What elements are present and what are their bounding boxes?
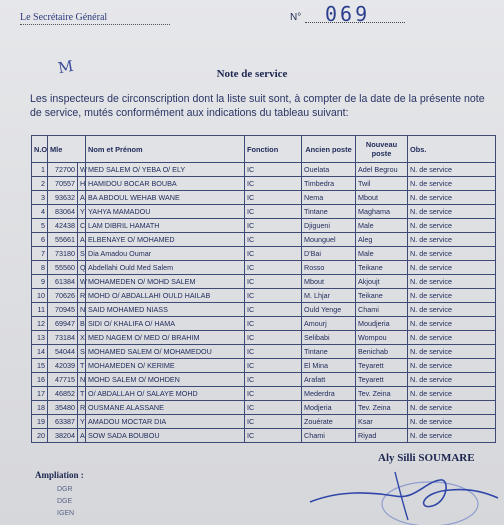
table-row	[32, 275, 496, 289]
row-mle: 55560	[48, 261, 78, 275]
table-row	[32, 233, 496, 247]
row-nouveau-poste: Ksar	[356, 415, 408, 429]
row-mle-key: N	[78, 373, 86, 387]
row-name: MOHAMED SALEM O/ MOHAMEDOU	[86, 345, 245, 359]
row-mle: 55661	[48, 233, 78, 247]
table-row	[32, 163, 496, 177]
row-name: Abdellahi Ould Med Salem	[86, 261, 245, 275]
row-mle-key: X	[78, 331, 86, 345]
row-nouveau-poste: Benichab	[356, 345, 408, 359]
row-obs: N. de service	[408, 345, 496, 359]
row-obs: N. de service	[408, 415, 496, 429]
row-fonction: IC	[245, 219, 302, 233]
row-name: SAID MOHAMED NIASS	[86, 303, 245, 317]
row-number: 10	[32, 289, 48, 303]
row-fonction: IC	[245, 261, 302, 275]
row-nouveau-poste: Teikane	[356, 289, 408, 303]
numero-value: 069	[325, 2, 371, 26]
row-obs: N. de service	[408, 289, 496, 303]
row-mle: 46852	[48, 387, 78, 401]
ampliation-item: DGR	[57, 486, 73, 493]
row-ancien-poste: Nema	[302, 191, 356, 205]
row-number: 15	[32, 359, 48, 373]
row-fonction: IC	[245, 191, 302, 205]
col-header-ancien-poste: Ancien poste	[302, 136, 356, 163]
row-mle-key: R	[78, 289, 86, 303]
row-fonction: IC	[245, 331, 302, 345]
table-row	[32, 191, 496, 205]
row-nouveau-poste: Tev. Zeina	[356, 401, 408, 415]
row-name: MED SALEM O/ YEBA O/ ELY	[86, 163, 245, 177]
row-name: MOHAMEDEN O/ KERIME	[86, 359, 245, 373]
ampliation-item: DGE	[57, 498, 73, 505]
row-fonction: IC	[245, 387, 302, 401]
row-mle-key: Q	[78, 261, 86, 275]
row-ancien-poste: M. Lhjar	[302, 289, 356, 303]
row-ancien-poste: D'Bai	[302, 247, 356, 261]
row-number: 14	[32, 345, 48, 359]
row-name: SOW SADA BOUBOU	[86, 429, 245, 443]
row-name: HAMIDOU BOCAR BOUBA	[86, 177, 245, 191]
table-row	[32, 303, 496, 317]
table-row	[32, 317, 496, 331]
row-name: MOHD SALEM O/ MOHDEN	[86, 373, 245, 387]
row-nouveau-poste: Riyad	[356, 429, 408, 443]
col-header-fonction: Fonction	[245, 136, 302, 163]
row-mle: 42438	[48, 219, 78, 233]
row-mle-key: H	[78, 177, 86, 191]
row-mle: 72700	[48, 163, 78, 177]
row-fonction: IC	[245, 429, 302, 443]
table-row	[32, 289, 496, 303]
row-obs: N. de service	[408, 191, 496, 205]
row-fonction: IC	[245, 317, 302, 331]
row-fonction: IC	[245, 177, 302, 191]
row-ancien-poste: Mbout	[302, 275, 356, 289]
row-mle-key: T	[78, 359, 86, 373]
row-obs: N. de service	[408, 219, 496, 233]
table-header-row	[32, 136, 496, 163]
row-fonction: IC	[245, 233, 302, 247]
table-row	[32, 359, 496, 373]
row-name: LAM DIBRIL HAMATH	[86, 219, 245, 233]
row-mle: 83064	[48, 205, 78, 219]
row-mle: 47715	[48, 373, 78, 387]
row-obs: N. de service	[408, 401, 496, 415]
row-number: 20	[32, 429, 48, 443]
row-name: O/ ABDALLAH O/ SALAYE MOHD	[86, 387, 245, 401]
row-ancien-poste: Djigueni	[302, 219, 356, 233]
row-obs: N. de service	[408, 359, 496, 373]
table-row	[32, 373, 496, 387]
table-row	[32, 247, 496, 261]
row-mle-key: B	[78, 317, 86, 331]
row-nouveau-poste: Mbout	[356, 191, 408, 205]
row-mle: 42039	[48, 359, 78, 373]
row-nouveau-poste: Moudjeria	[356, 317, 408, 331]
row-mle: 93632	[48, 191, 78, 205]
row-number: 11	[32, 303, 48, 317]
row-obs: N. de service	[408, 177, 496, 191]
numero-prefix: N°	[290, 12, 302, 23]
row-mle: 54044	[48, 345, 78, 359]
row-obs: N. de service	[408, 163, 496, 177]
row-obs: N. de service	[408, 317, 496, 331]
handwritten-mark: M	[56, 56, 75, 78]
row-ancien-poste: Arafatt	[302, 373, 356, 387]
row-number: 4	[32, 205, 48, 219]
signature-stamp-image	[300, 462, 500, 525]
row-nouveau-poste: Teyarett	[356, 359, 408, 373]
row-nouveau-poste: Maghama	[356, 205, 408, 219]
row-ancien-poste: Zouérate	[302, 415, 356, 429]
row-ancien-poste: Ould Yenge	[302, 303, 356, 317]
row-obs: N. de service	[408, 205, 496, 219]
mutation-table	[31, 135, 496, 443]
row-obs: N. de service	[408, 247, 496, 261]
secretaire-general-label: Le Secrétaire Général	[20, 12, 108, 23]
row-ancien-poste: Timbedra	[302, 177, 356, 191]
row-number: 16	[32, 373, 48, 387]
row-name: AMADOU MOCTAR DIA	[86, 415, 245, 429]
col-header-no: N.O	[32, 136, 48, 163]
row-fonction: IC	[245, 303, 302, 317]
row-mle-key: W	[78, 275, 86, 289]
row-mle-key: N	[78, 303, 86, 317]
table-row	[32, 261, 496, 275]
row-mle: 63387	[48, 415, 78, 429]
row-number: 1	[32, 163, 48, 177]
row-number: 12	[32, 317, 48, 331]
row-name: OUSMANE ALASSANE	[86, 401, 245, 415]
row-obs: N. de service	[408, 331, 496, 345]
row-fonction: IC	[245, 205, 302, 219]
row-ancien-poste: Mounguel	[302, 233, 356, 247]
row-ancien-poste: Tintane	[302, 205, 356, 219]
row-mle-key: Y	[78, 415, 86, 429]
row-mle-key: A	[78, 429, 86, 443]
table-row	[32, 415, 496, 429]
row-fonction: IC	[245, 163, 302, 177]
row-name: MOHAMEDEN O/ MOHD SALEM	[86, 275, 245, 289]
row-mle: 35480	[48, 401, 78, 415]
row-obs: N. de service	[408, 303, 496, 317]
table-row	[32, 331, 496, 345]
row-mle-key: Y	[78, 205, 86, 219]
row-name: SIDI O/ KHALIFA O/ HAMA	[86, 317, 245, 331]
row-mle-key: S	[78, 247, 86, 261]
table-row	[32, 205, 496, 219]
row-number: 3	[32, 191, 48, 205]
row-fonction: IC	[245, 359, 302, 373]
row-mle-key: W	[78, 163, 86, 177]
row-mle: 73180	[48, 247, 78, 261]
row-mle-key: A	[78, 233, 86, 247]
row-number: 19	[32, 415, 48, 429]
row-nouveau-poste: Wompou	[356, 331, 408, 345]
row-fonction: IC	[245, 289, 302, 303]
row-name: Dia Amadou Oumar	[86, 247, 245, 261]
row-nouveau-poste: Male	[356, 247, 408, 261]
row-obs: N. de service	[408, 429, 496, 443]
row-ancien-poste: Tintane	[302, 345, 356, 359]
table-row	[32, 345, 496, 359]
row-nouveau-poste: Tev. Zeina	[356, 387, 408, 401]
row-fonction: IC	[245, 275, 302, 289]
row-obs: N. de service	[408, 373, 496, 387]
row-ancien-poste: Amourj	[302, 317, 356, 331]
row-obs: N. de service	[408, 233, 496, 247]
row-number: 18	[32, 401, 48, 415]
row-ancien-poste: Ouelata	[302, 163, 356, 177]
row-nouveau-poste: Teyarett	[356, 373, 408, 387]
row-fonction: IC	[245, 401, 302, 415]
row-fonction: IC	[245, 415, 302, 429]
row-number: 8	[32, 261, 48, 275]
header-dotted-line	[20, 24, 170, 25]
row-nouveau-poste: Twil	[356, 177, 408, 191]
row-nouveau-poste: Akjoujt	[356, 275, 408, 289]
table-row	[32, 219, 496, 233]
col-header-name: Nom et Prénom	[86, 136, 245, 163]
row-name: MED NAGEM O/ MED O/ BRAHIM	[86, 331, 245, 345]
row-mle-key: C	[78, 219, 86, 233]
row-mle: 38204	[48, 429, 78, 443]
row-obs: N. de service	[408, 275, 496, 289]
row-number: 5	[32, 219, 48, 233]
intro-paragraph: Les inspecteurs de circonscription dont la liste suit sont, à compter de la date de la présente note de service, mutés conformément aux indications du tableau suivant:	[30, 93, 485, 119]
row-number: 6	[32, 233, 48, 247]
row-name: MOHD O/ ABDALLAHI OULD HAILAB	[86, 289, 245, 303]
row-name: YAHYA MAMADOU	[86, 205, 245, 219]
row-mle-key: S	[78, 345, 86, 359]
row-ancien-poste: Chami	[302, 429, 356, 443]
row-number: 2	[32, 177, 48, 191]
table-row	[32, 387, 496, 401]
row-nouveau-poste: Adel Begrou	[356, 163, 408, 177]
row-obs: N. de service	[408, 387, 496, 401]
row-mle: 70557	[48, 177, 78, 191]
row-ancien-poste: Mederdra	[302, 387, 356, 401]
table-row	[32, 401, 496, 415]
row-ancien-poste: Modjeria	[302, 401, 356, 415]
row-ancien-poste: Rosso	[302, 261, 356, 275]
row-nouveau-poste: Aleg	[356, 233, 408, 247]
table-row	[32, 177, 496, 191]
row-name: ELBENAYE O/ MOHAMED	[86, 233, 245, 247]
row-mle: 61384	[48, 275, 78, 289]
row-obs: N. de service	[408, 261, 496, 275]
row-name: BA ABDOUL WEHAB WANE	[86, 191, 245, 205]
row-ancien-poste: El Mina	[302, 359, 356, 373]
table-row	[32, 429, 496, 443]
ampliation-item: IGEN	[57, 510, 75, 517]
row-mle: 70945	[48, 303, 78, 317]
row-number: 13	[32, 331, 48, 345]
col-header-obs: Obs.	[408, 136, 496, 163]
col-header-nouveau-poste: Nouveau poste	[356, 136, 408, 163]
row-nouveau-poste: Chami	[356, 303, 408, 317]
row-ancien-poste: Selibabi	[302, 331, 356, 345]
signatory-name: Aly Silli SOUMARE	[378, 452, 475, 464]
document-title: Note de service	[216, 68, 288, 80]
row-fonction: IC	[245, 373, 302, 387]
row-nouveau-poste: Teikane	[356, 261, 408, 275]
row-mle-key: A	[78, 191, 86, 205]
row-fonction: IC	[245, 345, 302, 359]
row-mle: 73184	[48, 331, 78, 345]
ampliation-list	[57, 484, 74, 520]
row-number: 7	[32, 247, 48, 261]
row-mle-key: T	[78, 387, 86, 401]
row-number: 9	[32, 275, 48, 289]
row-fonction: IC	[245, 247, 302, 261]
col-header-mle: Mle	[48, 136, 86, 163]
row-mle: 70626	[48, 289, 78, 303]
row-mle: 69947	[48, 317, 78, 331]
row-nouveau-poste: Male	[356, 219, 408, 233]
row-number: 17	[32, 387, 48, 401]
row-mle-key: R	[78, 401, 86, 415]
ampliation-label: Ampliation :	[35, 470, 84, 480]
